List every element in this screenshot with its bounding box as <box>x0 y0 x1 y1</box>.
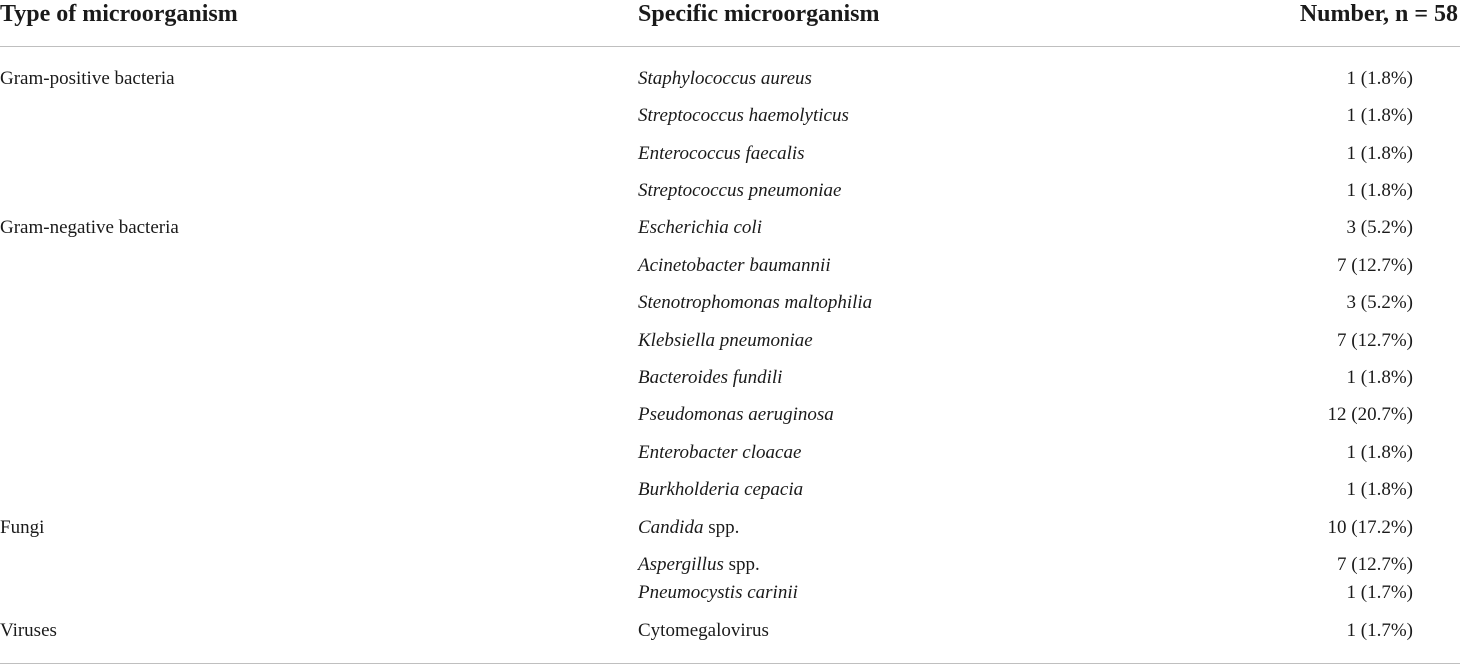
organism-cell <box>638 619 769 643</box>
number-cell: 1 (1.8%) <box>1346 105 1413 126</box>
organism-cell <box>638 329 813 353</box>
organism-name: Streptococcus haemolyticus <box>638 105 849 126</box>
organism-cell <box>638 366 782 390</box>
table-row <box>0 581 1460 611</box>
table-row <box>0 216 1460 246</box>
header-rule <box>0 46 1460 47</box>
number-cell: 1 (1.8%) <box>1346 479 1413 500</box>
table-row <box>0 366 1460 396</box>
table-row <box>0 254 1460 284</box>
type-cell: Fungi <box>0 517 45 538</box>
table-header-specific: Specific microorganism <box>638 1 880 27</box>
number-cell: 7 (12.7%) <box>1337 330 1413 351</box>
organism-cell <box>638 216 762 240</box>
table-row <box>0 67 1460 97</box>
organism-cell <box>638 581 798 605</box>
table-row <box>0 104 1460 134</box>
table-header-number: Number, n = 58 <box>1299 1 1458 27</box>
organism-cell <box>638 403 834 427</box>
table-row <box>0 329 1460 359</box>
organism-cell <box>638 441 801 465</box>
organism-cell <box>638 142 805 166</box>
organism-name: Acinetobacter baumannii <box>638 255 831 276</box>
number-cell: 1 (1.7%) <box>1346 582 1413 603</box>
number-cell: 1 (1.7%) <box>1346 620 1413 641</box>
organism-suffix: spp. <box>703 517 740 538</box>
organism-cell <box>638 104 849 128</box>
organism-name: Escherichia coli <box>638 217 762 238</box>
organism-suffix: spp. <box>723 554 760 575</box>
organism-name: Klebsiella pneumoniae <box>638 330 813 351</box>
type-cell: Viruses <box>0 620 57 641</box>
table-row <box>0 516 1460 546</box>
organism-name: Pneumocystis carinii <box>638 582 798 603</box>
organism-name: Bacteroides fundili <box>638 367 783 388</box>
number-cell: 1 (1.8%) <box>1346 180 1413 201</box>
type-cell: Gram-negative bacteria <box>0 217 179 238</box>
number-cell: 1 (1.8%) <box>1346 143 1413 164</box>
number-cell: 7 (12.7%) <box>1337 255 1413 276</box>
number-cell: 1 (1.8%) <box>1346 68 1413 89</box>
table-row <box>0 619 1460 649</box>
organism-name: Pseudomonas aeruginosa <box>638 404 834 425</box>
organism-cell <box>638 67 812 91</box>
table-header-type: Type of microorganism <box>0 1 238 27</box>
type-cell: Gram-positive bacteria <box>0 68 175 89</box>
table-row <box>0 291 1460 321</box>
organism-name: Enterococcus faecalis <box>638 143 805 164</box>
organism-suffix: Cytomegalovirus <box>638 620 769 641</box>
number-cell: 10 (17.2%) <box>1327 517 1413 538</box>
organism-name: Burkholderia cepacia <box>638 479 804 500</box>
number-cell: 3 (5.2%) <box>1346 292 1413 313</box>
organism-cell <box>638 291 872 315</box>
organism-name: Staphylococcus aureus <box>638 68 812 89</box>
table-row <box>0 142 1460 172</box>
table-row <box>0 478 1460 508</box>
organism-name: Candida <box>638 517 704 538</box>
organism-cell <box>638 478 803 502</box>
number-cell: 3 (5.2%) <box>1346 217 1413 238</box>
organism-cell <box>638 254 831 278</box>
number-cell: 7 (12.7%) <box>1337 554 1413 575</box>
table-row <box>0 179 1460 209</box>
number-cell: 1 (1.8%) <box>1346 367 1413 388</box>
footer-rule <box>0 663 1460 664</box>
number-cell: 1 (1.8%) <box>1346 442 1413 463</box>
table-row <box>0 441 1460 471</box>
organism-cell <box>638 553 760 577</box>
organism-cell <box>638 516 739 540</box>
organism-cell <box>638 179 842 203</box>
organism-name: Aspergillus <box>638 554 724 575</box>
table-row <box>0 403 1460 433</box>
organism-name: Stenotrophomonas maltophilia <box>638 292 873 313</box>
number-cell: 12 (20.7%) <box>1327 404 1413 425</box>
organism-name: Streptococcus pneumoniae <box>638 180 842 201</box>
table-row <box>0 553 1460 583</box>
organism-name: Enterobacter cloacae <box>638 442 802 463</box>
